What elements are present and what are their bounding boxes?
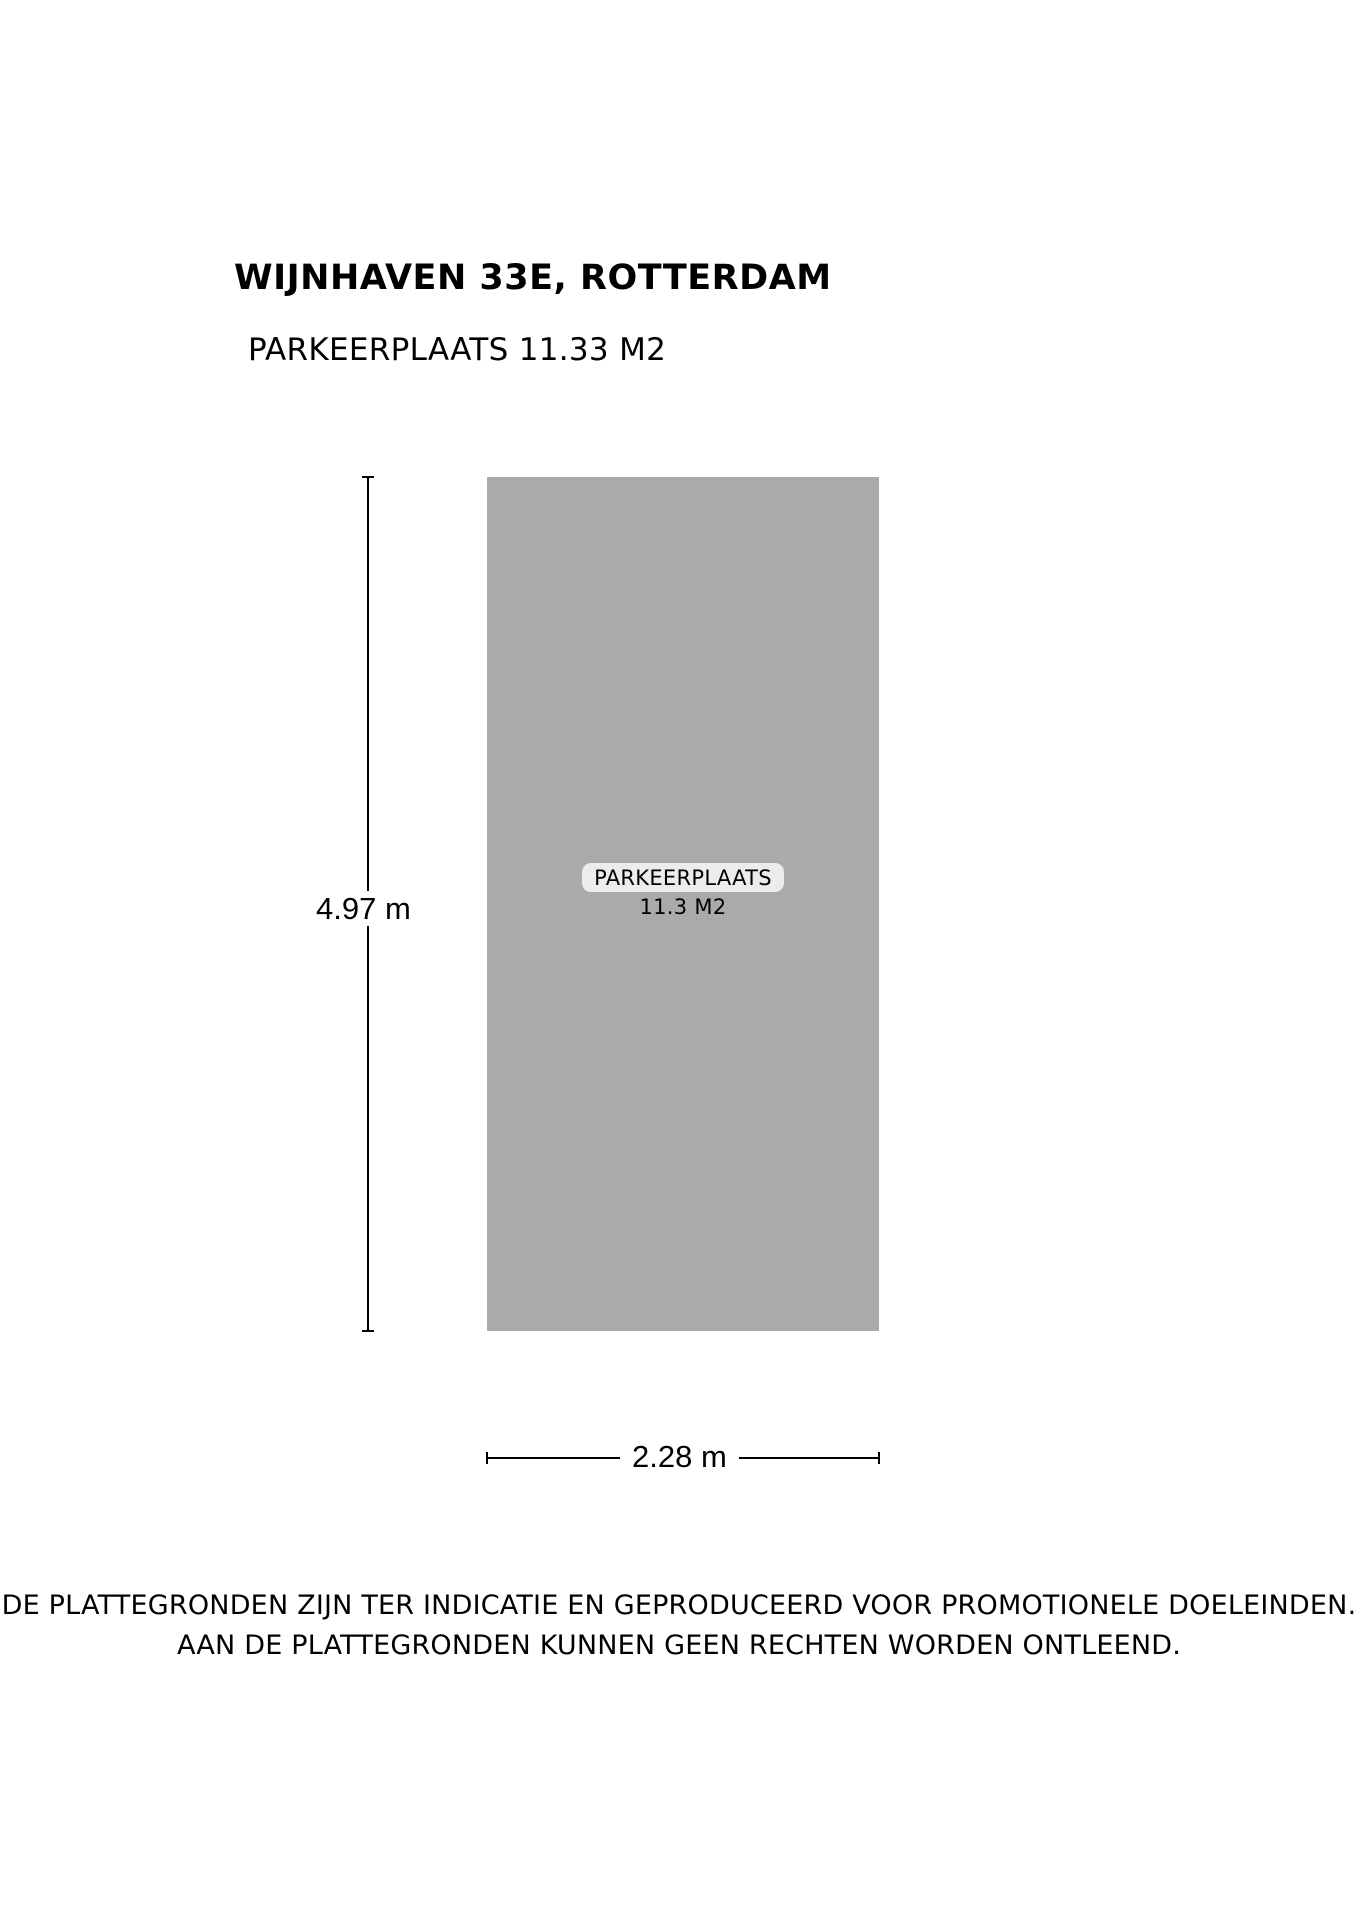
room-area: 11.3 M2 xyxy=(639,895,727,919)
room-label xyxy=(487,863,879,919)
property-address: WIJNHAVEN 33E, ROTTERDAM xyxy=(234,258,832,298)
disclaimer xyxy=(0,1586,1358,1666)
height-dimension-label: 4.97 m xyxy=(316,891,411,926)
area-summary: PARKEERPLAATS 11.33 M2 xyxy=(248,332,667,368)
parking-space-room xyxy=(487,477,879,1331)
disclaimer-line-1: DE PLATTEGRONDEN ZIJN TER INDICATIE EN GEPRODUCEERD VOOR PROMOTIONELE DOELEINDEN. xyxy=(1,1590,1357,1621)
width-dimension-label: 2.28 m xyxy=(620,1441,739,1472)
disclaimer-line-2: AAN DE PLATTEGRONDEN KUNNEN GEEN RECHTEN WORDEN ONTLEEND. xyxy=(176,1630,1182,1661)
room-name: PARKEERPLAATS xyxy=(582,863,784,892)
